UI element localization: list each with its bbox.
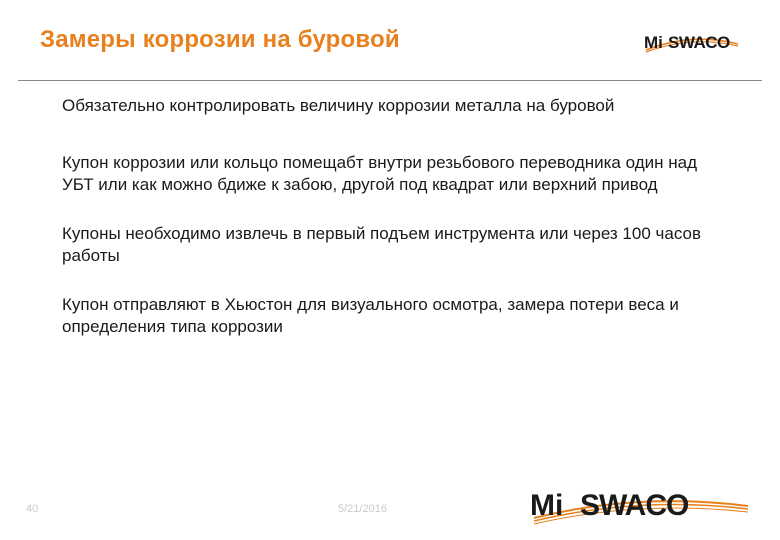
mi-swaco-logo-footer bbox=[528, 486, 754, 528]
svg-text:SWACO: SWACO bbox=[580, 489, 689, 522]
title-divider bbox=[18, 80, 762, 81]
bullet-item: Обязательно контролировать величину коррозии металла на буровой bbox=[62, 96, 615, 115]
slide-title: Замеры коррозии на буровой bbox=[40, 26, 400, 53]
page-number: 40 bbox=[26, 503, 39, 515]
bullet-list bbox=[62, 95, 732, 365]
svg-text:Mi: Mi bbox=[644, 33, 663, 52]
svg-text:Mi: Mi bbox=[530, 489, 564, 522]
bullet-item: Купоны необходимо извлечь в первый подъем инструмента или через 100 часов работы bbox=[62, 224, 701, 265]
mi-swaco-logo bbox=[642, 28, 742, 58]
svg-text:SWACO: SWACO bbox=[668, 33, 730, 52]
footer-date: 5/21/2016 bbox=[338, 503, 387, 515]
bullet-item: Купон отправляют в Хьюстон для визуального осмотра, замера потери веса и определения типа коррозии bbox=[62, 295, 679, 336]
bullet-item: Купон коррозии или кольцо помещабт внутри резьбового переводника один над УБТ или как можно бдиже к забою, другой под квадрат или верхний привод bbox=[62, 153, 697, 194]
